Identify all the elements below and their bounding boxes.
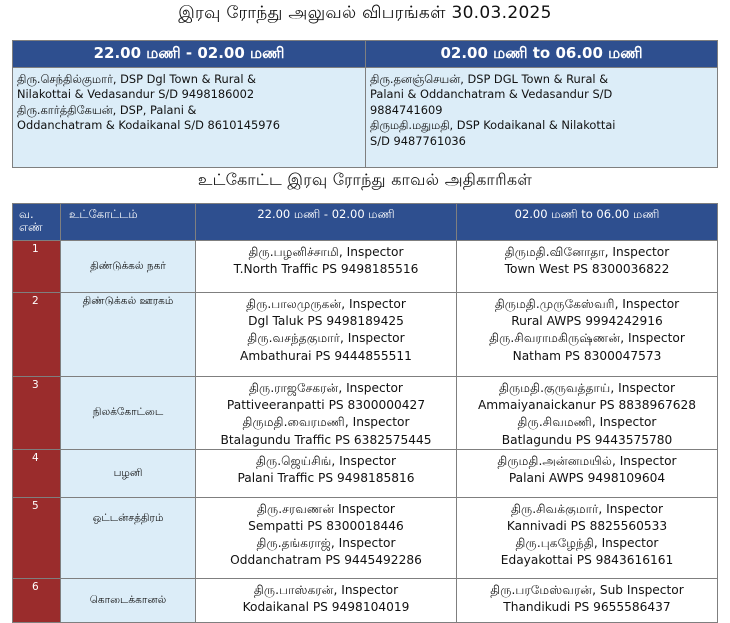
header-shift1: 22.00 மணி - 02.00 மணி [196, 204, 457, 241]
header-sn: வ. எண் [13, 204, 61, 241]
row-shift1-officers [196, 449, 457, 497]
table-row [13, 497, 718, 578]
officer-line: திரு.சிவராமகிருஷ்ணன், Inspector [489, 331, 685, 346]
officer-line: திரு.பரமேஸ்வரன், Sub Inspector [490, 582, 684, 597]
officer-line: திரு.சரவணன் Inspector [257, 501, 395, 516]
officer-line: Kodaikanal PS 9498104019 [242, 600, 410, 615]
officer-line: திருமதி.அன்னமயில், Inspector [497, 453, 677, 468]
officer-line: திரு.பழனிச்சாமி, Inspector [248, 245, 404, 259]
officer-line: Btalagundu Traffic PS 6382575445 [220, 432, 432, 447]
row-sn: 5 [13, 497, 61, 578]
dsp-shift1-line: திரு.செந்தில்குமார், DSP Dgl Town & Rural & [17, 72, 257, 86]
officer-line: திருமதி.வினோதா, Inspector [504, 245, 670, 259]
header-shift2: 02.00 மணி to 06.00 மணி [457, 204, 718, 241]
officer-line: Town West PS 8300036822 [504, 262, 670, 277]
officer-line: திரு.சிவக்குமார், Inspector [510, 501, 664, 516]
officer-line: Oddanchatram PS 9445492286 [230, 553, 422, 568]
table-row [13, 293, 718, 377]
table-row [13, 578, 718, 622]
officer-line: Palani AWPS 9498109604 [508, 471, 666, 486]
officer-line: Pattiveeranpatti PS 8300000427 [226, 398, 426, 413]
dsp-patrol-table [12, 40, 718, 168]
row-shift1-officers [196, 241, 457, 293]
row-subdivision: கொடைக்கானல் [61, 578, 196, 622]
officer-line: Kannivadi PS 8825560533 [506, 519, 668, 534]
table-row [13, 377, 718, 450]
dsp-shift1-cell [13, 68, 366, 168]
officer-line: Thandikudi PS 9655586437 [503, 600, 671, 615]
row-shift2-officers [457, 578, 718, 622]
row-shift2-officers [457, 241, 718, 293]
dsp-shift2-line: திரு.தனஞ்செயன், DSP DGL Town & Rural & [370, 72, 609, 86]
row-sn: 1 [13, 241, 61, 293]
section-subtitle: உட்கோட்ட இரவு ரோந்து காவல் அதிகாரிகள் [197, 170, 533, 189]
officer-line: திரு.சிவமணி, Inspector [517, 415, 657, 430]
row-shift2-officers [457, 497, 718, 578]
row-sn: 2 [13, 293, 61, 377]
dsp-shift2-line: திருமதி.மதுமதி, DSP Kodaikanal & Nilakottai [370, 118, 616, 133]
row-subdivision: திண்டுக்கல் நகர் [61, 241, 196, 293]
row-subdivision: திண்டுக்கல் ஊரகம் [61, 293, 196, 377]
officer-line: Ambathurai PS 9444855511 [240, 348, 412, 363]
officer-line: Sempatti PS 8300018446 [248, 519, 404, 534]
row-shift2-officers [457, 449, 718, 497]
officer-line: T.North Traffic PS 9498185516 [233, 262, 419, 277]
row-subdivision: நிலக்கோட்டை [61, 377, 196, 450]
officer-line: திரு.ஜெய்சிங், Inspector [255, 453, 397, 468]
officer-line: திருமதி.வைரமணி, Inspector [242, 415, 410, 430]
officer-line: Dgl Taluk PS 9498189425 [248, 314, 404, 329]
officer-line: Palani Traffic PS 9498185816 [237, 471, 415, 486]
table-header-row [13, 204, 718, 241]
dsp-shift1-header: 22.00 மணி - 02.00 மணி [13, 41, 366, 68]
row-subdivision: ஒட்டன்சத்திரம் [61, 497, 196, 578]
subdivision-officers-table [12, 203, 718, 623]
dsp-shift1-line: திரு.கார்த்திகேயன், DSP, Palani & [17, 102, 197, 117]
dsp-shift2-line: S/D 9487761036 [370, 133, 466, 148]
dsp-shift2-cell [366, 68, 718, 168]
row-shift1-officers [196, 377, 457, 450]
row-sn: 3 [13, 377, 61, 450]
officer-line: திருமதி.முருகேஸ்வரி, Inspector [494, 297, 680, 311]
row-subdivision: பழனி [61, 449, 196, 497]
dsp-shift1-line: Nilakottai & Vedasandur S/D 9498186002 [17, 87, 255, 102]
dsp-shift2-line: 9884741609 [370, 102, 443, 117]
officer-line: திரு.புகழேந்தி, Inspector [515, 536, 659, 551]
officer-line: Natham PS 8300047573 [512, 348, 662, 363]
row-shift1-officers [196, 293, 457, 377]
officer-line: திரு.பாஸ்கரன், Inspector [253, 582, 399, 597]
officer-line: Ammaiyanaickanur PS 8838967628 [477, 398, 697, 413]
row-shift1-officers [196, 578, 457, 622]
dsp-shift2-line: Palani & Oddanchatram & Vedasandur S/D [370, 87, 613, 102]
row-shift2-officers [457, 377, 718, 450]
dsp-shift1-line: Oddanchatram & Kodaikanal S/D 8610145976 [17, 118, 280, 133]
row-sn: 4 [13, 449, 61, 497]
officer-line: திரு.ராஜசேகரன், Inspector [249, 381, 403, 395]
officer-line: திரு.வசந்தகுமார், Inspector [247, 331, 405, 346]
row-shift1-officers [196, 497, 457, 578]
table-row [13, 449, 718, 497]
officer-line: திரு.பாலமுருகன், Inspector [246, 297, 406, 311]
officer-line: Batlagundu PS 9443575780 [501, 432, 673, 447]
dsp-shift2-header: 02.00 மணி to 06.00 மணி [366, 41, 718, 68]
page-title: இரவு ரோந்து அலுவல் விபரங்கள் 30.03.2025 [178, 3, 552, 23]
table-row [13, 241, 718, 293]
officer-line: Edayakottai PS 9843616161 [500, 553, 674, 568]
row-sn: 6 [13, 578, 61, 622]
row-shift2-officers [457, 293, 718, 377]
header-subdivision: உட்கோட்டம் [61, 204, 196, 241]
officer-line: Rural AWPS 9994242916 [511, 314, 663, 329]
officer-line: திருமதி.குருவத்தாய், Inspector [499, 381, 675, 395]
officer-line: திரு.தங்கராஜ், Inspector [256, 536, 396, 551]
